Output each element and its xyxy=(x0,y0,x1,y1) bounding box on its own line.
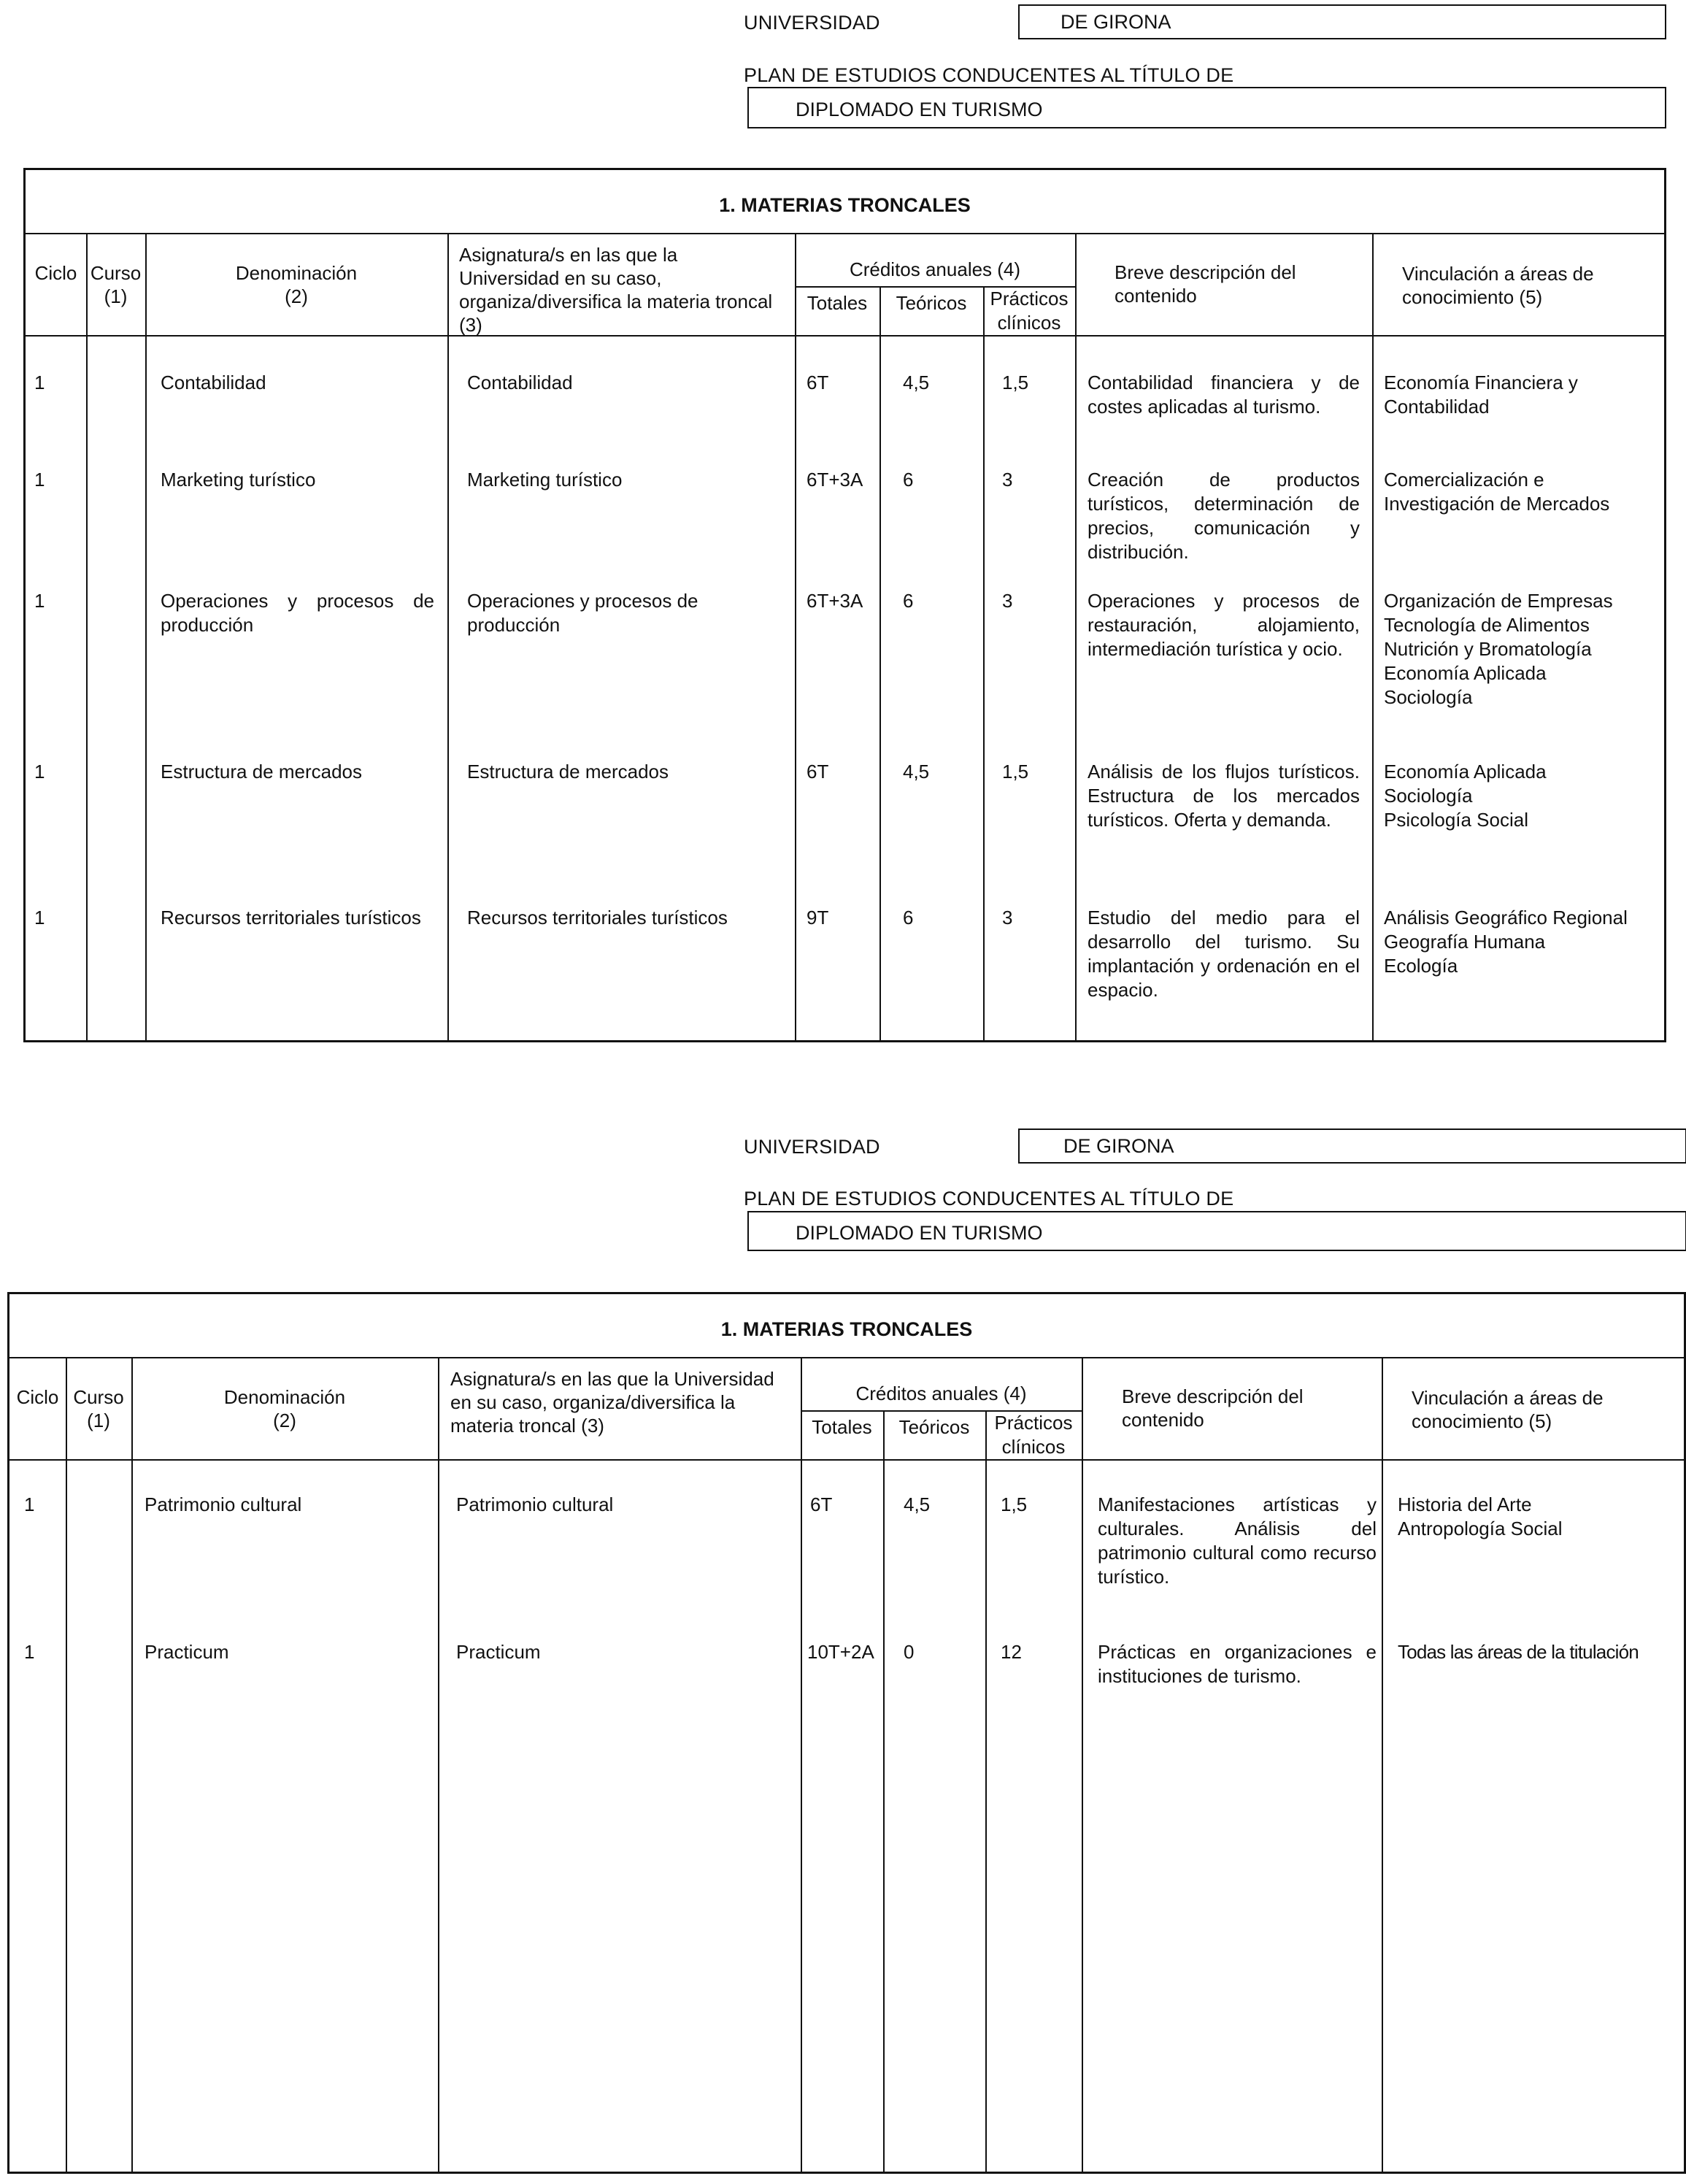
header-practicos: Prácticos clínicos xyxy=(990,288,1069,334)
row-1-teoricos: 4,5 xyxy=(904,1493,931,1515)
row-5-ciclo: 1 xyxy=(34,907,45,928)
row-5-teoricos: 6 xyxy=(903,907,914,928)
universidad-field: DE GIRONA xyxy=(1018,1128,1686,1164)
row-1-asignatura: Patrimonio cultural xyxy=(456,1493,614,1515)
row-2-ciclo: 1 xyxy=(24,1641,35,1663)
table-title: 1. MATERIAS TRONCALES xyxy=(9,1294,1684,1358)
row-3-practicos: 3 xyxy=(1002,590,1013,612)
row-3-vinculacion: Organización de Empresas Tecnología de Alimentos Nutrición y Bromatología Economía Aplicada Sociología xyxy=(1384,590,1613,708)
row-1-ciclo: 1 xyxy=(34,372,45,393)
row-2-vinculacion: Comercialización e Investigación de Mercados xyxy=(1384,469,1610,515)
row-2-totales: 6T+3A xyxy=(807,469,863,491)
row-2-vinculacion: Todas las áreas de la titulación xyxy=(1398,1641,1639,1663)
header-descripcion: Breve descripción del contenido xyxy=(1122,1385,1304,1431)
header-vinculacion: Vinculación a áreas de conocimiento (5) xyxy=(1402,263,1594,308)
row-2-teoricos: 6 xyxy=(903,469,914,491)
row-1-asignatura: Contabilidad xyxy=(467,372,573,393)
row-5-descripcion: Estudio del medio para el desarrollo del turismo. Su implantación y ordenación en el espacio. xyxy=(1088,907,1360,1001)
row-2-practicos: 3 xyxy=(1002,469,1013,491)
universidad-label: UNIVERSIDAD xyxy=(744,12,880,34)
row-3-teoricos: 6 xyxy=(903,590,914,612)
row-2-denominacion: Marketing turístico xyxy=(161,469,316,491)
row-1-denominacion: Contabilidad xyxy=(161,372,266,393)
header-curso: Curso xyxy=(73,1386,124,1408)
header-teoricos: Teóricos xyxy=(898,1416,970,1438)
header-ciclo: Ciclo xyxy=(34,262,77,284)
header-practicos: Prácticos clínicos xyxy=(994,1412,1073,1458)
row-4-teoricos: 4,5 xyxy=(903,761,930,783)
header-curso-note: (1) xyxy=(87,1410,110,1431)
row-2-descripcion: Prácticas en organizaciones e instituciones de turismo. xyxy=(1098,1641,1377,1687)
row-1-totales: 6T xyxy=(810,1493,833,1515)
document-section-2 xyxy=(0,1124,1686,2184)
row-1-descripcion: Manifestaciones artísticas y culturales. Análisis del patrimonio cultural como recurso turístico. xyxy=(1098,1493,1377,1588)
row-4-totales: 6T xyxy=(807,761,829,783)
row-4-descripcion: Análisis de los flujos turísticos. Estructura de los mercados turísticos. Oferta y demanda. xyxy=(1088,761,1360,831)
materias-table xyxy=(23,168,1666,1042)
row-3-descripcion: Operaciones y procesos de restauración, alojamiento, intermediación turística y ocio. xyxy=(1088,590,1360,660)
header-teoricos: Teóricos xyxy=(896,292,967,314)
header-curso-note: (1) xyxy=(104,285,128,307)
row-5-practicos: 3 xyxy=(1002,907,1013,928)
row-1-practicos: 1,5 xyxy=(1001,1493,1028,1515)
row-5-totales: 9T xyxy=(807,907,829,928)
row-3-totales: 6T+3A xyxy=(807,590,863,612)
row-2-teoricos: 0 xyxy=(904,1641,915,1663)
row-2-asignatura: Practicum xyxy=(456,1641,541,1663)
materias-table xyxy=(7,1292,1686,2174)
header-denominacion: Denominación xyxy=(235,262,358,284)
header-curso: Curso xyxy=(90,262,142,284)
header-descripcion: Breve descripción del contenido xyxy=(1115,261,1296,307)
row-1-teoricos: 4,5 xyxy=(903,372,930,393)
header-creditos: Créditos anuales (4) xyxy=(855,1383,1027,1404)
row-1-totales: 6T xyxy=(807,372,829,393)
row-1-descripcion: Contabilidad financiera y de costes aplicadas al turismo. xyxy=(1088,372,1360,418)
row-1-ciclo: 1 xyxy=(24,1493,35,1515)
row-4-ciclo: 1 xyxy=(34,761,45,783)
row-2-totales: 10T+2A xyxy=(807,1641,874,1663)
row-4-practicos: 1,5 xyxy=(1002,761,1029,783)
header-denominacion-note: (2) xyxy=(273,1410,296,1431)
row-2-practicos: 12 xyxy=(1001,1641,1022,1663)
row-1-vinculacion: Historia del Arte Antropología Social xyxy=(1398,1493,1563,1539)
header-totales: Totales xyxy=(807,292,868,314)
row-2-descripcion: Creación de productos turísticos, determinación de precios, comunicación y distribución. xyxy=(1088,469,1360,563)
universidad-field: DE GIRONA xyxy=(1018,4,1666,39)
row-3-denominacion: Operaciones y procesos de producción xyxy=(161,590,434,636)
plan-label: PLAN DE ESTUDIOS CONDUCENTES AL TÍTULO DE xyxy=(744,1188,1234,1210)
row-1-denominacion: Patrimonio cultural xyxy=(145,1493,302,1515)
header-asignatura: Asignatura/s en las que la Universidad en su caso, organiza/diversifica la materia troncal (3) xyxy=(450,1368,774,1437)
row-5-denominacion: Recursos territoriales turísticos xyxy=(161,907,421,928)
universidad-label: UNIVERSIDAD xyxy=(744,1136,880,1158)
row-4-denominacion: Estructura de mercados xyxy=(161,761,363,783)
header-denominacion-note: (2) xyxy=(285,285,308,307)
row-3-asignatura: Operaciones y procesos de producción xyxy=(467,590,698,636)
row-2-denominacion: Practicum xyxy=(145,1641,229,1663)
row-2-asignatura: Marketing turístico xyxy=(467,469,623,491)
row-1-practicos: 1,5 xyxy=(1002,372,1029,393)
header-denominacion: Denominación xyxy=(223,1386,346,1408)
row-1-vinculacion: Economía Financiera y Contabilidad xyxy=(1384,372,1578,418)
row-4-vinculacion: Economía Aplicada Sociología Psicología Social xyxy=(1384,761,1547,831)
header-totales: Totales xyxy=(812,1416,872,1438)
table-title: 1. MATERIAS TRONCALES xyxy=(26,170,1664,234)
row-2-ciclo: 1 xyxy=(34,469,45,491)
header-ciclo: Ciclo xyxy=(16,1386,59,1408)
header-vinculacion: Vinculación a áreas de conocimiento (5) xyxy=(1412,1387,1604,1432)
header-asignatura: Asignatura/s en las que la Universidad en su caso, organiza/diversifica la materia troncal (3) xyxy=(459,244,773,336)
row-5-vinculacion: Análisis Geográfico Regional Geografía Humana Ecología xyxy=(1384,907,1628,977)
row-4-asignatura: Estructura de mercados xyxy=(467,761,669,783)
header-creditos: Créditos anuales (4) xyxy=(849,258,1021,280)
document-section-1 xyxy=(0,0,1686,1051)
row-5-asignatura: Recursos territoriales turísticos xyxy=(467,907,728,928)
plan-label: PLAN DE ESTUDIOS CONDUCENTES AL TÍTULO DE xyxy=(744,64,1234,86)
titulo-field: DIPLOMADO EN TURISMO xyxy=(747,87,1666,128)
titulo-field: DIPLOMADO EN TURISMO xyxy=(747,1211,1686,1251)
row-3-ciclo: 1 xyxy=(34,590,45,612)
